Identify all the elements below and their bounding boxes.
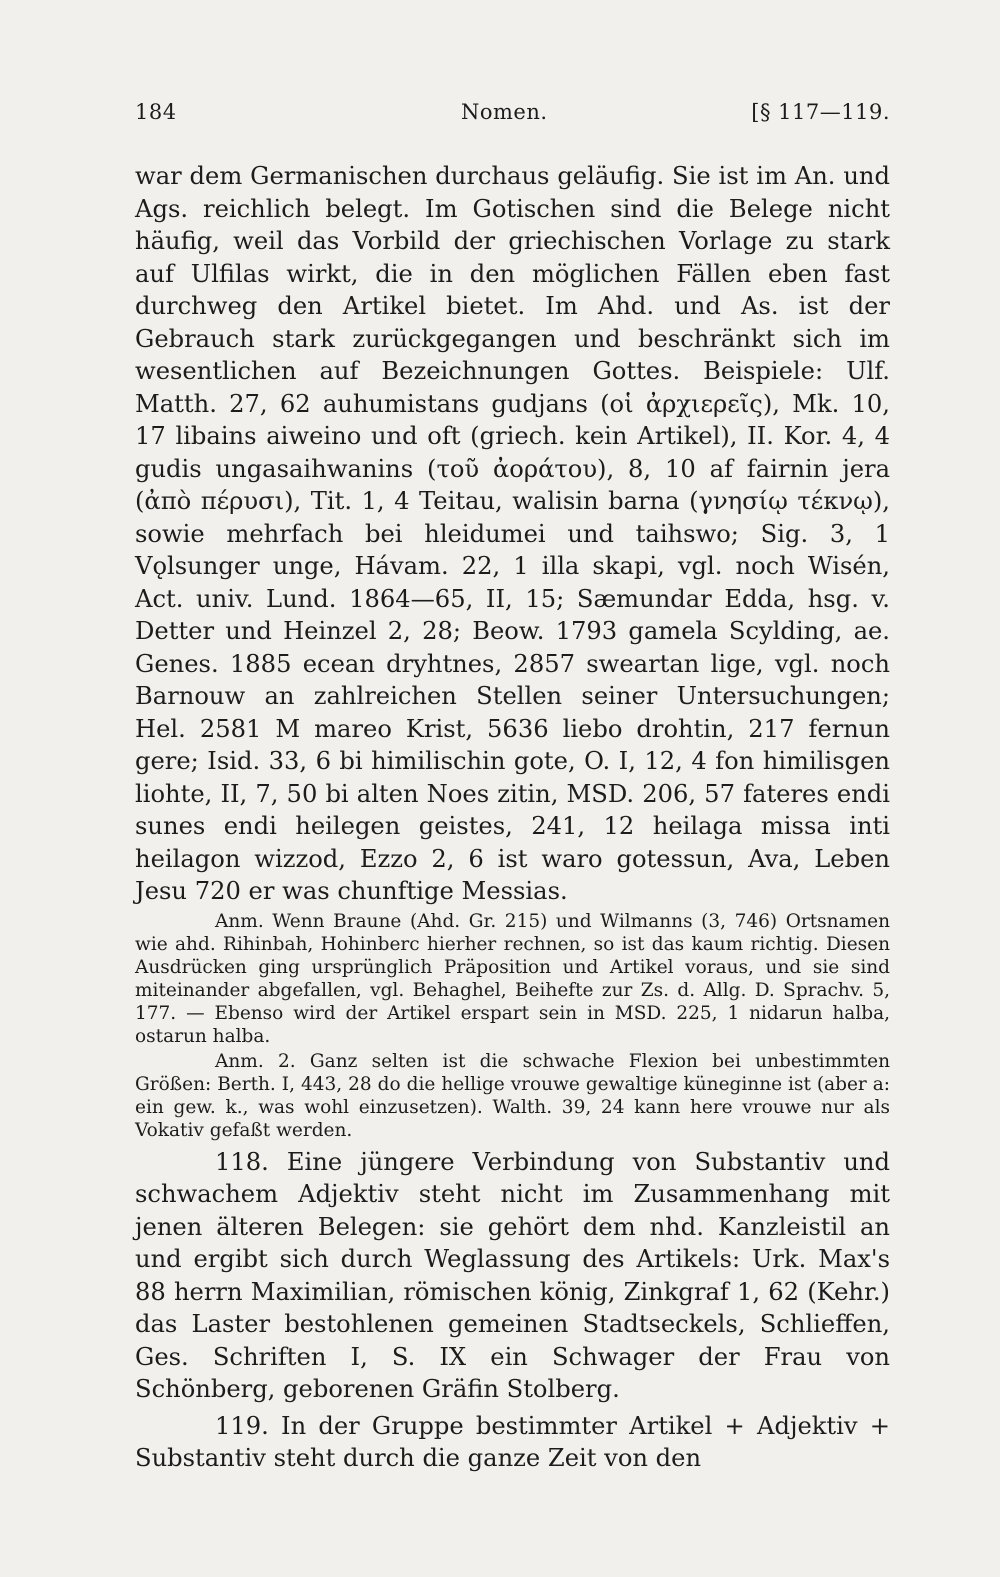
running-title: Nomen.: [461, 100, 548, 124]
note-anm-1: Anm. Wenn Braune (Ahd. Gr. 215) und Wilmanns (3, 746) Ortsnamen wie ahd. Rihinbah, Hohinberc hierher rechnen, so ist das kaum richtig. Diesen Ausdrücken ging ursprünglich Präposition und Artikel voraus, und sie sind miteinander abgefallen, vgl. Behaghel, Beihefte zur Zs. d. Allg. D. Sprachv. 5, 177. — Ebenso wird der Artikel erspart sein in MSD. 225, 1 nidarun halba, ostarun halba.: [135, 910, 890, 1047]
section-119: 119. In der Gruppe bestimmter Artikel + Adjektiv + Substantiv steht durch die ganze Zeit von den: [135, 1411, 890, 1472]
page-number: 184: [135, 100, 177, 124]
note-anm-2: Anm. 2. Ganz selten ist die schwache Flexion bei unbestimmten Größen: Berth. I, 443, 28 do die hellige vrouwe gewaltige küneginne ist (aber a: ein gew. k., was wohl einzusetzen). Walth. 39, 24 kann here vrouwe nur als Vokativ gefaßt werden.: [135, 1050, 890, 1141]
section-range: [§ 117—119.: [751, 100, 890, 124]
running-header: [135, 100, 890, 140]
section-118: 118. Eine jüngere Verbindung von Substantiv und schwachem Adjektiv steht nicht im Zusammenhang mit jenen älteren Belegen: sie gehört dem nhd. Kanzleistil an und ergibt sich durch Weglassung des Artikels: Urk. Max's 88 herrn Maximilian, römischen könig, Zinkgraf 1, 62 (Kehr.) das Laster bestohlenen gemeinen Stadtseckels, Schlieffen, Ges. Schriften I, S. IX ein Schwager der Frau von Schönberg, geborenen Gräfin Stolberg.: [135, 1147, 890, 1403]
paragraph-main: war dem Germanischen durchaus geläufig. Sie ist im An. und Ags. reichlich belegt. Im Gotischen sind die Belege nicht häufig, weil das Vorbild der griechischen Vorlage zu stark auf Ulfilas wirkt, die in den möglichen Fällen eben fast durchweg den Artikel bietet. Im Ahd. und As. ist der Gebrauch stark zurückgegangen und beschränkt sich im wesentlichen auf Bezeichnungen Gottes. Beispiele: Ulf. Matth. 27, 62 auhumistans gudjans (οἱ ἀρχιερεῖς), Mk. 10, 17 libains aiweino und oft (griech. kein Artikel), II. Kor. 4, 4 gudis ungasaihwanins (τοῦ ἀοράτου), 8, 10 af fairnin jera (ἀπὸ πέρυσι), Tit. 1, 4 Teitau, walisin barna (γνησίῳ τέκνῳ), sowie mehrfach bei hleidumei und taihswo; Sig. 3, 1 Vǫlsunger unge, Hávam. 22, 1 illa skapi, vgl. noch Wisén, Act. univ. Lund. 1864—65, II, 15; Sæmundar Edda, hsg. v. Detter und Heinzel 2, 28; Beow. 1793 gamela Scylding, ae. Genes. 1885 ecean dryhtnes, 2857 sweartan lige, vgl. noch Barnouw an zahlreichen Stellen seiner Untersuchungen; Hel. 2581 M mareo Krist, 5636 liebo drohtin, 217 fernun gere; Isid. 33, 6 bi himilischin gote, O. I, 12, 4 fon himilisgen liohte, II, 7, 50 bi alten Noes zitin, MSD. 206, 57 fateres endi sunes endi heilegen geistes, 241, 12 heilaga missa inti heilagon wizzod, Ezzo 2, 6 ist waro gotessun, Ava, Leben Jesu 720 er was chunftige Messias.: [135, 162, 890, 905]
body-text: [135, 160, 890, 1475]
